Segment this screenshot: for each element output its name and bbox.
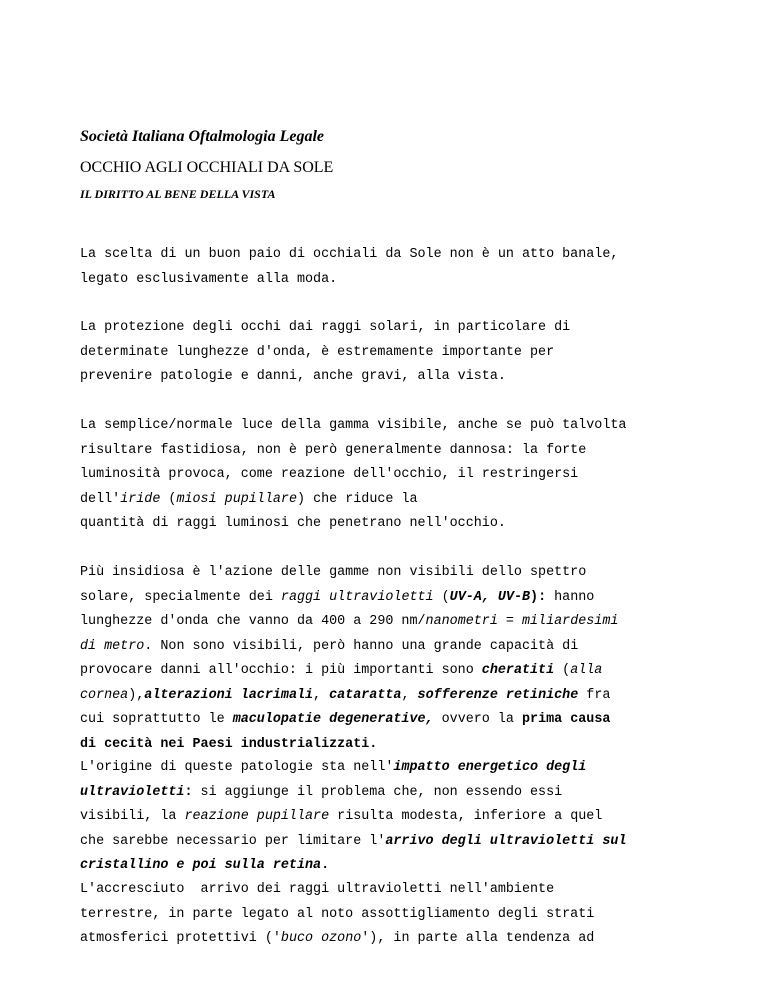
document-title: OCCHIO AGLI OCCHIALI DA SOLE xyxy=(80,159,334,176)
text-run: cornea xyxy=(80,687,129,703)
text-run: lunghezze d'onda che vanno da 400 a 290 nm/ xyxy=(80,614,426,629)
text-run: reazione pupillare xyxy=(184,809,330,824)
text-run: luminosità provoca, come reazione dell'occhio, il restringersi xyxy=(80,467,579,482)
text-run: di cecità nei Paesi industrializzati. xyxy=(80,736,378,752)
text-run: buco ozono xyxy=(280,931,362,946)
text-line xyxy=(80,268,618,293)
text-line xyxy=(80,781,626,806)
text-run: cheratiti xyxy=(481,663,555,678)
text-run: fra xyxy=(578,687,611,703)
text-run: cui soprattutto le xyxy=(80,712,233,727)
text-run: alterazioni lacrimali xyxy=(144,687,314,703)
text-run: terrestre, in parte legato al noto assottigliamento degli strati xyxy=(80,906,595,922)
text-line xyxy=(80,659,618,684)
text-run: L'accresciuto arrivo dei raggi ultravioletti nell'ambiente xyxy=(80,882,555,897)
text-run: atmosferici protettivi (' xyxy=(80,931,281,946)
text-run: . Non sono visibili, però hanno una grande capacità di xyxy=(144,638,579,654)
text-run: . xyxy=(321,858,330,873)
text-run: , xyxy=(313,687,330,703)
text-run: nanometri = miliardesimi xyxy=(425,614,619,629)
text-run: ( xyxy=(554,663,571,678)
paragraph-ultraviolet xyxy=(80,561,618,757)
paragraph-origin xyxy=(80,756,626,879)
text-run: solare, specialmente dei xyxy=(80,589,281,605)
paragraph-visible-light xyxy=(80,414,626,537)
text-run: La scelta di un buon paio di occhiali da Sole non è un atto banale, xyxy=(80,247,619,262)
text-run: cataratta xyxy=(329,687,402,703)
text-line xyxy=(80,756,626,781)
paragraph-ozone xyxy=(80,878,594,952)
text-line xyxy=(80,365,570,390)
text-run: , xyxy=(401,687,418,703)
text-line xyxy=(80,561,618,586)
text-line xyxy=(80,635,618,660)
text-run: La semplice/normale luce della gamma visibile, anche se può talvolta xyxy=(80,418,627,433)
text-run: Più insidiosa è l'azione delle gamme non visibili dello spettro xyxy=(80,565,587,580)
text-line xyxy=(80,854,626,879)
text-run: La protezione degli occhi dai raggi solari, in particolare di xyxy=(80,320,571,335)
text-line xyxy=(80,243,618,268)
text-line xyxy=(80,463,626,488)
text-line xyxy=(80,512,626,537)
text-run: : xyxy=(184,784,201,800)
text-line xyxy=(80,610,618,635)
text-run: alla xyxy=(570,663,603,678)
text-run: ) che riduce la xyxy=(297,491,418,507)
text-run: maculopatie degenerative, xyxy=(232,712,434,727)
text-run: risulta modesta, inferiore a quel xyxy=(329,809,603,824)
text-line xyxy=(80,488,626,513)
text-run: quantità di raggi luminosi che penetrano nell'occhio. xyxy=(80,516,506,531)
text-run: arrivo degli ultravioletti sul xyxy=(385,833,627,849)
text-run: UV-A, UV-B xyxy=(449,589,531,605)
text-run: ultravioletti xyxy=(80,784,185,800)
text-run: prima causa xyxy=(522,712,611,727)
text-line xyxy=(80,805,626,830)
text-line xyxy=(80,903,594,928)
organization-name: Società Italiana Oftalmologia Legale xyxy=(80,128,324,145)
text-line xyxy=(80,830,626,855)
text-line xyxy=(80,586,618,611)
text-line xyxy=(80,341,570,366)
text-run: ( xyxy=(160,491,177,507)
text-run: miosi pupillare xyxy=(176,491,297,507)
text-run: impatto energetico degli xyxy=(393,760,587,775)
text-line xyxy=(80,927,594,952)
document-subtitle: IL DIRITTO AL BENE DELLA VISTA xyxy=(80,187,276,201)
text-line xyxy=(80,878,594,903)
text-line xyxy=(80,733,618,758)
text-run: '), in parte alla tendenza ad xyxy=(361,931,595,946)
text-line xyxy=(80,684,618,709)
text-line xyxy=(80,708,618,733)
text-run: visibili, la xyxy=(80,809,185,824)
text-line xyxy=(80,316,570,341)
text-run: legato esclusivamente alla moda. xyxy=(80,271,338,287)
text-run: sofferenze retiniche xyxy=(417,687,579,703)
text-run: raggi ultravioletti xyxy=(280,589,434,605)
text-run: provocare danni all'occhio: i più importanti sono xyxy=(80,663,482,678)
text-run: cristallino e poi sulla retina xyxy=(80,858,322,873)
text-run: hanno xyxy=(554,589,595,605)
text-run: ( xyxy=(433,589,450,605)
text-line xyxy=(80,439,626,464)
text-run: determinate lunghezze d'onda, è estremamente importante per xyxy=(80,344,555,360)
text-line xyxy=(80,414,626,439)
text-run: L'origine di queste patologie sta nell' xyxy=(80,760,394,775)
text-run: prevenire patologie e danni, anche gravi, alla vista. xyxy=(80,369,506,384)
text-run: che sarebbe necessario per limitare l' xyxy=(80,833,386,849)
text-run: ), xyxy=(128,687,145,703)
text-run: si aggiunge il problema che, non essendo essi xyxy=(200,784,563,800)
text-run: di metro xyxy=(80,638,145,654)
paragraph-protection xyxy=(80,316,570,390)
text-run: ): xyxy=(530,589,555,605)
text-run: dell' xyxy=(80,491,121,507)
paragraph-intro xyxy=(80,243,618,292)
text-run: ovvero la xyxy=(433,712,522,727)
text-run: risultare fastidiosa, non è però generalmente dannosa: la forte xyxy=(80,442,587,458)
text-run: iride xyxy=(120,491,161,507)
